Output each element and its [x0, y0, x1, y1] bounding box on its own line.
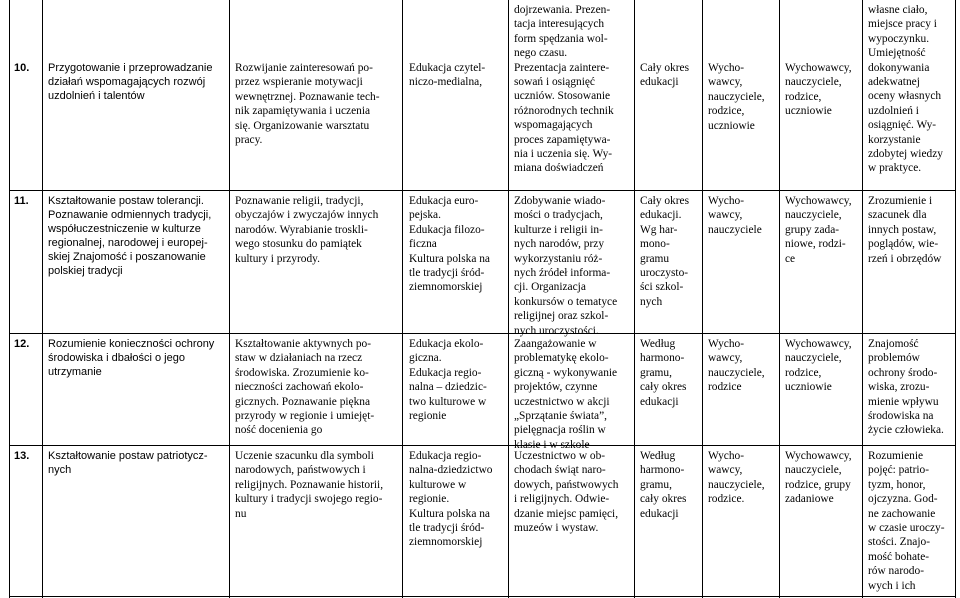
row-number: 11. [14, 195, 29, 207]
participants-cell: Wychowawcy, nauczyciele, grupy zada- niowe, rodzi- ce [785, 195, 852, 265]
methods-cell: dojrzewania. Prezen- tacja interesujących form spędzania wol- nego czasu. Prezentacja zaintere- sowań i osiągnięć uczniów. Stosowanie różnorodnych technik wspomagających proces zapamiętywa- nia i uczenia się. Wy- miana doświadczeń [514, 4, 614, 175]
responsible-cell: Wycho- wawcy, nauczyciele, rodzice. [708, 450, 765, 506]
education-path-cell: Edukacja ekolo- giczna. Edukacja regio- nalna – dziedzic- two kulturowe w regionie [409, 338, 487, 423]
grid-line [229, 0, 230, 598]
grid-line [402, 0, 403, 598]
grid-line [42, 0, 43, 598]
methods-cell: Zdobywanie wiado- mości o tradycjach, kulturze i religii in- nych narodów, przy wykorzystaniu róż- nych źródeł informa- cji. Organizacja konkursów o tematyce religijnej oraz szkol- nych uroczystości. [514, 195, 618, 337]
goal-cell: Kształtowanie postaw tolerancji. Poznawanie odmiennych tradycji, współuczestniczenie w kulturze regionalnej, narodowej i europej- skiej Znajomość i poszanowanie polskiej tradycji [48, 195, 212, 277]
grid-line [9, 190, 956, 191]
participants-cell: Wychowawcy, nauczyciele, rodzice, grupy zadaniowe [785, 450, 852, 506]
timeframe-cell: Cały okres edukacji. Wg har- mono- gramu uroczysto- ści szkol- nych [640, 195, 690, 308]
grid-line [9, 0, 10, 598]
responsible-cell: Wycho- wawcy, nauczyciele, rodzice, uczniowie [708, 62, 765, 132]
education-path-cell: Edukacja euro- pejska. Edukacja filozo- ficzna Kultura polska na tle tradycji śród- ziemnomorskiej [409, 195, 490, 294]
grid-line [955, 0, 956, 598]
methods-cell: Uczestnictwo w ob- chodach świąt naro- dowych, państwowych i religijnych. Odwie- dzanie miejsc pamięci, muzeów i wystaw. [514, 450, 619, 535]
timeframe-cell: Cały okres edukacji [640, 62, 690, 89]
tasks-cell: Uczenie szacunku dla symboli narodowych, państwowych i religijnych. Poznawanie historii, kultury i tradycji swojego regio- nu [235, 450, 384, 520]
grid-line [779, 0, 780, 598]
grid-line [634, 0, 635, 598]
outcomes-cell: Znajomość problemów ochrony środo- wiska, zrozu- mienie wpływu środowiska na życie człowieka. [868, 338, 944, 437]
row-number: 13. [14, 450, 30, 462]
goal-cell: Przygotowanie i przeprowadzanie działań wspomagających rozwój uzdolnień i talentów [48, 62, 213, 102]
row-number: 12. [14, 338, 30, 350]
grid-line [508, 0, 509, 598]
grid-line [9, 596, 956, 597]
outcomes-cell: własne ciało, miejsce pracy i wypoczynku. Umiejętność dokonywania adekwatnej oceny własnych uzdolnień i osiągnięć. Wy- korzystanie zdobytej wiedzy w praktyce. [868, 4, 943, 175]
tasks-cell: Rozwijanie zainteresowań po- przez wspieranie motywacji wewnętrznej. Poznawanie tech- nik zapamiętywania i uczenia się. Organizowanie warsztatu pracy. [235, 62, 380, 147]
outcomes-cell: Rozumienie pojęć: patrio- tyzm, honor, ojczyzna. God- ne zachowanie w czasie uroczy- stości. Znajo- mość bohate- rów narodo- wych i ich [868, 450, 945, 592]
responsible-cell: Wycho- wawcy, nauczyciele, rodzice [708, 338, 765, 394]
responsible-cell: Wycho- wawcy, nauczyciele [708, 195, 762, 236]
grid-line [9, 445, 956, 446]
row-number: 10. [14, 62, 30, 74]
grid-line [862, 0, 863, 598]
outcomes-cell: Zrozumienie i szacunek dla innych postaw, poglądów, wie- rzeń i obrzędów [868, 195, 942, 265]
tasks-cell: Kształtowanie aktywnych po- staw w działaniach na rzecz środowiska. Zrozumienie ko- nieczności zachowań ekolo- gicznych. Poznawanie piękna przyrody w regionie i umiejęt- ność docenienia go [235, 338, 375, 437]
goal-cell: Kształtowanie postaw patriotycz- nych [48, 450, 208, 476]
grid-line [9, 333, 956, 334]
methods-cell: Zaangażowanie w problematykę ekolo- giczną - wykonywanie projektów, czynne uczestnictwo w akcji „Sprzątanie świata”, pielęgnacja roślin w klasie i w szkole [514, 338, 618, 451]
goal-cell: Rozumienie konieczności ochrony środowiska i dbałości o jego utrzymanie [48, 338, 215, 378]
participants-cell: Wychowawcy, nauczyciele, rodzice, uczniowie [785, 62, 852, 118]
grid-line [702, 0, 703, 598]
education-path-cell: Edukacja regio- nalna-dziedzictwo kulturowe w regionie. Kultura polska na tle tradycji śród- ziemnomorskiej [409, 450, 493, 549]
education-path-cell: Edukacja czytel- niczo-medialna, [409, 62, 486, 89]
participants-cell: Wychowawcy, nauczyciele, rodzice, uczniowie [785, 338, 852, 394]
timeframe-cell: Według harmono- gramu, cały okres edukacji [640, 450, 687, 520]
tasks-cell: Poznawanie religii, tradycji, obyczajów i zwyczajów innych narodów. Wyrabianie troskli- wego stosunku do pamiątek kultury i przyrody. [235, 195, 379, 265]
timeframe-cell: Według harmono- gramu, cały okres edukacji [640, 338, 687, 408]
